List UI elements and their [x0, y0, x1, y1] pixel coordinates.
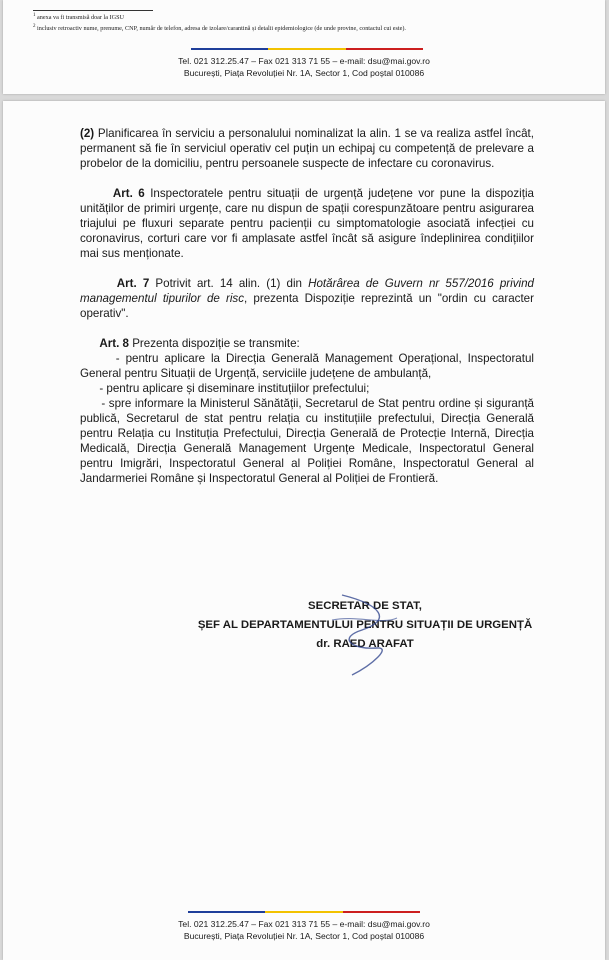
- footnote-rule: [33, 10, 153, 11]
- footnote-1: $^1$ anexa va fi transmisă doar la IGSU: [33, 13, 124, 22]
- article-8-item: - spre informare la Ministerul Sănătății, Secretarul de Stat pentru ordine și siguranță publică, Secretarul de stat pentru relația cu instituțiile prefectului, Direcția Generală pentru Relația cu Instituția Prefectului, Direcția Generală de Protecție Internă, Direcția Medicală, Direcția Generală Management Urgențe Medicale, Inspectoratul General pentru Imigrări, Inspectoratul General al Poliției Române, Inspectoratul General al Jandarmeriei Române și Inspectoratul General al Poliției de Frontieră.: [80, 397, 534, 485]
- document-body: [80, 126, 534, 486]
- footer-line-1: Tel. 021 312.25.47 – Fax 021 313 71 55 – e-mail: dsu@mai.gov.ro: [178, 56, 430, 66]
- handwritten-signature: [322, 590, 402, 680]
- footer-line-2: București, Piața Revoluției Nr. 1A, Sector 1, Cod poștal 010086: [183, 931, 425, 941]
- tricolor-divider: [191, 48, 423, 50]
- footnote-2: $^2$ inclusiv retroactiv nume, prenume, CNP, număr de telefon, adresa de izolare/carantină și detalii epidemiologice (de unde provine, contactul cui este).: [33, 23, 406, 32]
- article-7: Art. 7 Potrivit art. 14 alin. (1) din Hotărârea de Guvern nr 557/2016 privind managementul tipurilor de risc, prezenta Dispoziție reprezintă un "ordin cu caracter operativ".: [80, 277, 534, 320]
- article-8: [80, 336, 534, 486]
- article-8-intro: Art. 8 Prezenta dispoziție se transmite:: [99, 337, 300, 350]
- tricolor-divider: [188, 911, 420, 913]
- signature-role: ȘEF AL DEPARTAMENTULUI PENTRU SITUAȚII DE URGENȚĂ: [197, 619, 533, 631]
- law-reference: Hotărârea de Guvern nr 557/2016 privind managementul tipurilor de risc: [80, 277, 534, 305]
- signature-name: dr. RAED ARAFAT: [316, 638, 414, 650]
- footer-line-1: Tel. 021 312.25.47 – Fax 021 313 71 55 – e-mail: dsu@mai.gov.ro: [178, 919, 430, 929]
- footer-line-2: București, Piața Revoluției Nr. 1A, Sector 1, Cod poștal 010086: [183, 68, 425, 78]
- paragraph-2: (2) Planificarea în serviciu a personalului nominalizat la alin. 1 se va realiza astfel încât, permanent să fie în serviciul operativ cel puțin un echipaj cu competență de prelevare a probelor de la domiciliu, pentru persoanele suspecte de infectare cu coronavirus.: [80, 127, 534, 170]
- previous-page-fragment: [3, 0, 605, 94]
- article-6: Art. 6 Inspectoratele pentru situații de urgență județene vor pune la dispoziția unităților de primiri urgențe, care nu dispun de spații corespunzătoare pentru asigurarea triajului pe fluxuri separate pentru pacienții cu simptomatologie asociată infecției cu coronavirus, corturi care vor fi amplasate astfel încât să asigure îndeplinirea condițiilor mai sus menționate.: [80, 187, 534, 260]
- article-8-item: - pentru aplicare și diseminare instituțiilor prefectului;: [99, 382, 370, 395]
- footnotes: [33, 12, 573, 33]
- footer-contact: [3, 55, 605, 79]
- article-8-item: - pentru aplicare la Direcția Generală Management Operațional, Inspectoratul General pentru Situații de Urgență, serviciile județene de ambulanță,: [80, 352, 535, 380]
- signature-title: SECRETAR DE STAT,: [308, 600, 422, 612]
- page-footer: [3, 918, 605, 942]
